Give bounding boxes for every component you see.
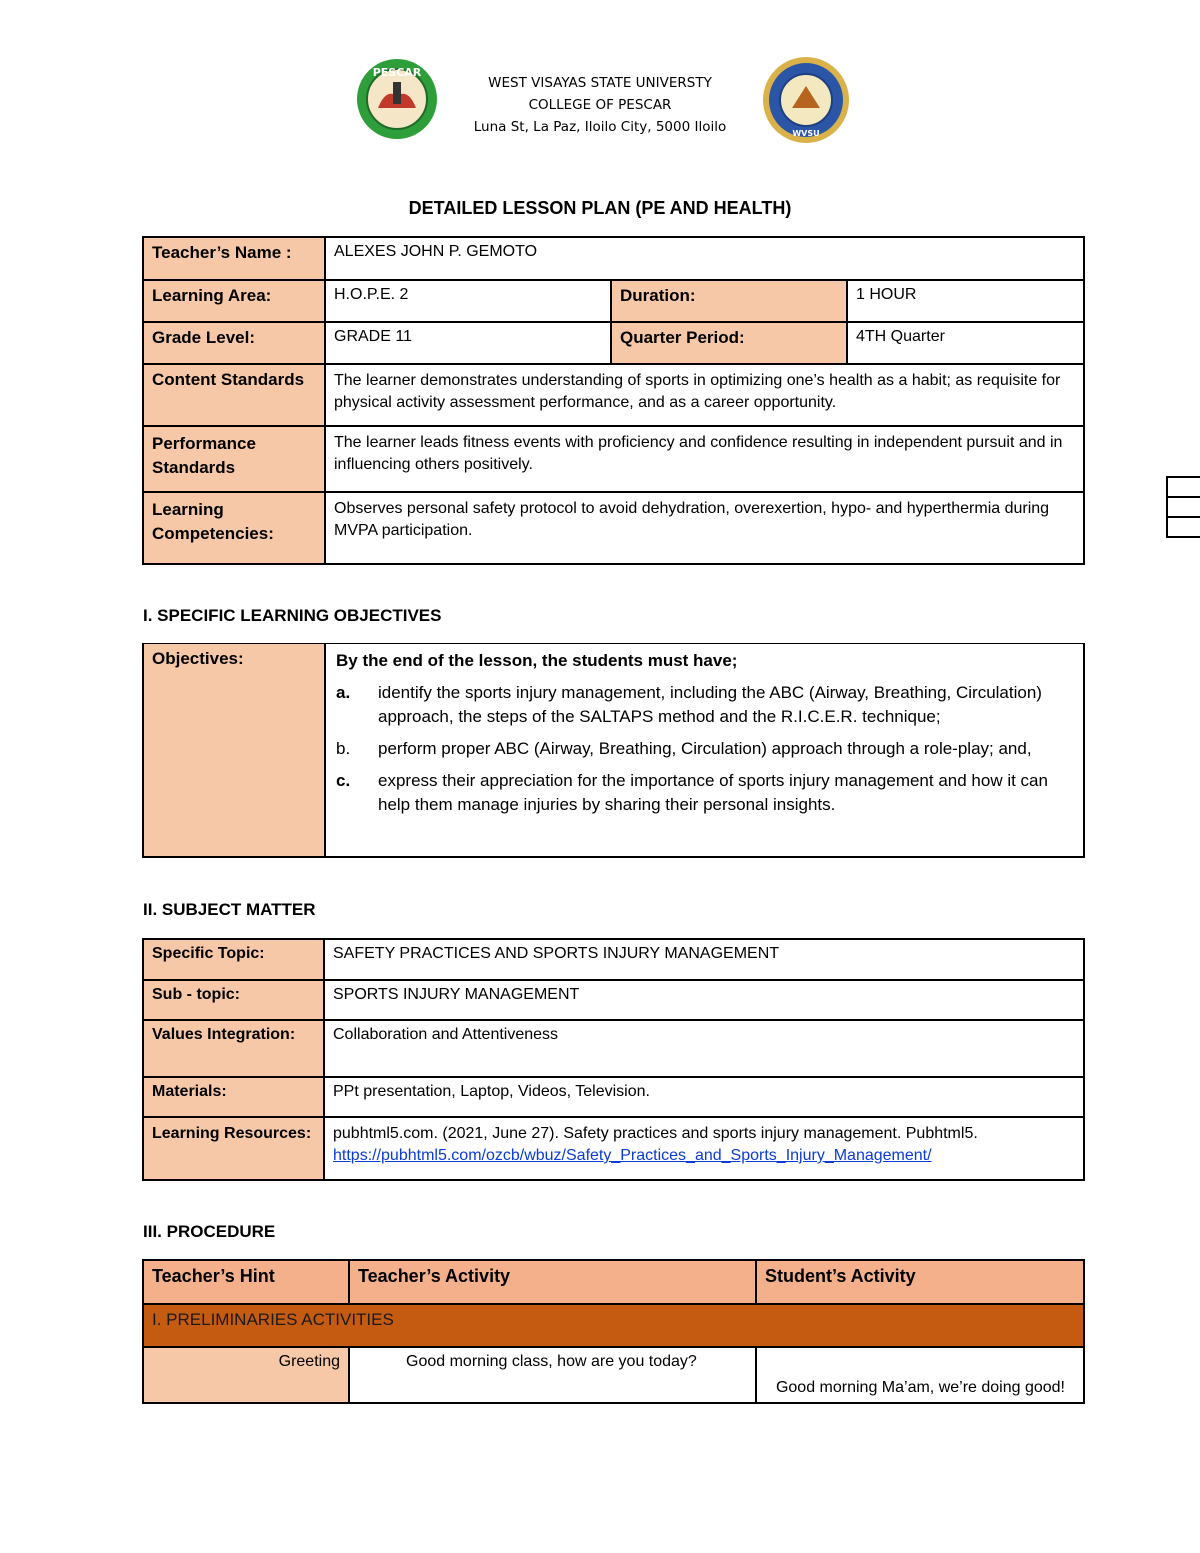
- objective-item: [336, 681, 1075, 729]
- subject-matter-table: [142, 938, 1085, 1181]
- teacher-name-label: Teacher’s Name :: [143, 237, 325, 280]
- learning-area-value: H.O.P.E. 2: [325, 280, 611, 322]
- procedure-table: [142, 1259, 1085, 1404]
- specific-topic-value: SAFETY PRACTICES AND SPORTS INJURY MANAGEMENT: [324, 939, 1084, 980]
- document-title: DETAILED LESSON PLAN (PE AND HEALTH): [408, 198, 792, 218]
- objectives-content: [325, 644, 1084, 857]
- university-address: Luna St, La Paz, Iloilo City, 5000 Iloilo: [473, 119, 727, 135]
- col-students-activity: Student’s Activity: [756, 1260, 1084, 1304]
- content-standards-label: Content Standards: [143, 364, 325, 426]
- university-header: [380, 72, 820, 138]
- svg-text:WVSU: WVSU: [792, 129, 820, 138]
- materials-label: Materials:: [143, 1077, 324, 1117]
- learning-area-label: Learning Area:: [143, 280, 325, 322]
- performance-standards-value: The learner leads fitness events with proficiency and confidence resulting in independent pursuit and in influencing others positively.: [325, 426, 1084, 492]
- student-activity-cell: Good morning Ma’am, we’re doing good!: [756, 1347, 1084, 1403]
- objective-item: [336, 737, 1075, 761]
- quarter-period-label: Quarter Period:: [611, 322, 847, 364]
- side-margin-marker: [1166, 476, 1200, 534]
- lesson-info-table: [142, 236, 1085, 565]
- hint-cell: Greeting: [143, 1347, 349, 1403]
- grade-level-value: GRADE 11: [325, 322, 611, 364]
- university-name: WEST VISAYAS STATE UNIVERSTY: [488, 75, 712, 91]
- phase-row: I. PRELIMINARIES ACTIVITIES: [143, 1304, 1084, 1347]
- teacher-activity-cell: Good morning class, how are you today?: [349, 1347, 756, 1403]
- learning-resources-label: Learning Resources:: [143, 1117, 324, 1180]
- objective-item: [336, 769, 1075, 817]
- wvsu-seal: [762, 56, 850, 144]
- duration-label: Duration:: [611, 280, 847, 322]
- specific-topic-label: Specific Topic:: [143, 939, 324, 980]
- procedure-heading: III. PROCEDURE: [143, 1222, 276, 1241]
- grade-level-label: Grade Level:: [143, 322, 325, 364]
- learning-competencies-value: Observes personal safety protocol to avoid dehydration, overexertion, hypo- and hyperthermia during MVPA participation.: [325, 492, 1084, 564]
- subject-matter-heading: II. SUBJECT MATTER: [143, 900, 316, 919]
- svg-text:PESCAR: PESCAR: [372, 66, 422, 79]
- learning-resources-value: [324, 1117, 1084, 1180]
- objectives-label: Objectives:: [143, 644, 325, 857]
- content-standards-value: The learner demonstrates understanding of sports in optimizing one’s health as a habit; as requisite for physical activity assessment performance, and as a career opportunity.: [325, 364, 1084, 426]
- objective-text: identify the sports injury management, including the ABC (Airway, Breathing, Circulation) approach, the steps of the SALTAPS method and the R.I.C.E.R. technique;: [378, 683, 1042, 726]
- learning-competencies-label: Learning Competencies:: [143, 492, 325, 564]
- sub-topic-label: Sub - topic:: [143, 980, 324, 1020]
- objective-text: perform proper ABC (Airway, Breathing, Circulation) approach through a role-play; and,: [378, 739, 1032, 758]
- objective-marker: c.: [336, 771, 351, 790]
- resource-link[interactable]: https://pubhtml5.com/ozcb/wbuz/Safety_Practices_and_Sports_Injury_Management/: [333, 1147, 932, 1164]
- objectives-table: [142, 643, 1085, 858]
- sub-topic-value: SPORTS INJURY MANAGEMENT: [324, 980, 1084, 1020]
- objective-text: express their appreciation for the importance of sports injury management and how it can help them manage injuries by sharing their personal insights.: [378, 771, 1048, 814]
- objective-marker: b.: [336, 739, 351, 758]
- duration-value: 1 HOUR: [847, 280, 1084, 322]
- values-integration-value: Collaboration and Attentiveness: [324, 1020, 1084, 1077]
- col-teachers-activity: Teacher’s Activity: [349, 1260, 756, 1304]
- materials-value: PPt presentation, Laptop, Videos, Television.: [324, 1077, 1084, 1117]
- values-integration-label: Values Integration:: [143, 1020, 324, 1077]
- objectives-heading: I. SPECIFIC LEARNING OBJECTIVES: [143, 606, 442, 625]
- quarter-period-value: 4TH Quarter: [847, 322, 1084, 364]
- objective-marker: a.: [336, 683, 351, 702]
- objectives-intro: By the end of the lesson, the students must have;: [336, 651, 738, 670]
- teacher-name-value: ALEXES JOHN P. GEMOTO: [325, 237, 1084, 280]
- college-name: COLLEGE OF PESCAR: [528, 97, 672, 113]
- performance-standards-label: Performance Standards: [143, 426, 325, 492]
- resource-citation: pubhtml5.com. (2021, June 27). Safety practices and sports injury management. Pubhtml5.: [333, 1125, 978, 1142]
- col-teachers-hint: Teacher’s Hint: [143, 1260, 349, 1304]
